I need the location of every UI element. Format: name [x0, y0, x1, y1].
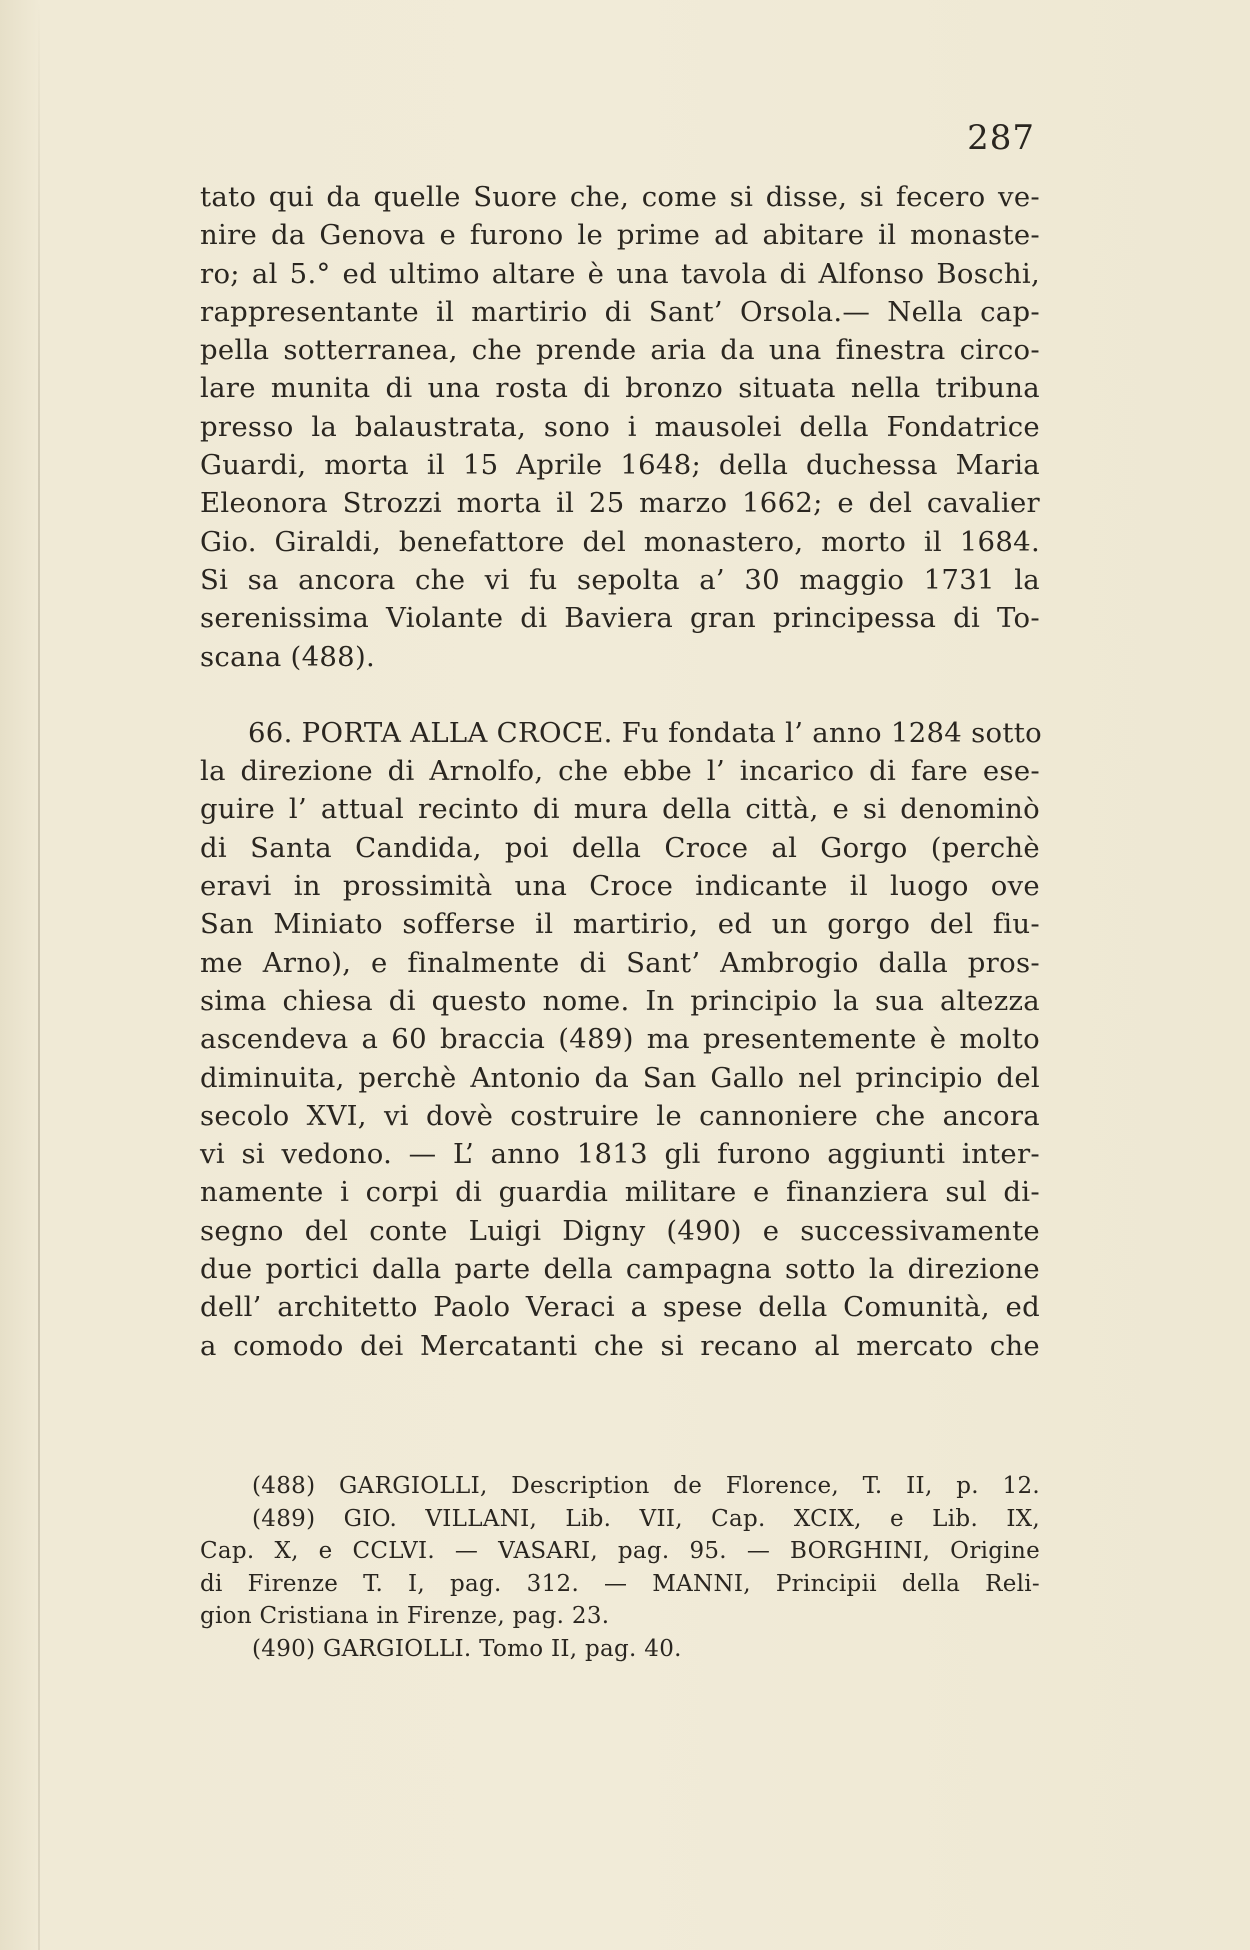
- body-line: eravi in prossimità una Croce indicante il luogo ove: [200, 870, 1040, 903]
- body-line: namente i corpi di guardia militare e finanziera sul di-: [200, 1176, 1040, 1209]
- footnotes: [200, 1470, 1040, 1665]
- body-line: vi si vedono. — L’ anno 1813 gli furono aggiunti inter-: [200, 1138, 1040, 1171]
- footnote-line: di Firenze T. I, pag. 312. — MANNI, Principii della Reli-: [200, 1570, 1040, 1597]
- body-line: scana (488).: [200, 640, 376, 673]
- body-line: presso la balaustrata, sono i mausolei della Fondatrice: [200, 410, 1040, 443]
- body-line: tato qui da quelle Suore che, come si disse, si fecero ve-: [200, 181, 1040, 213]
- footnote-line: Cap. X, e CCLVI. — VASARI, pag. 95. — BORGHINI, Origine: [200, 1538, 1040, 1564]
- body-line: due portici dalla parte della campagna sotto la direzione: [200, 1253, 1040, 1286]
- body-line: ro; al 5.° ed ultimo altare è una tavola di Alfonso Boschi,: [200, 257, 1040, 290]
- body-line: lare munita di una rosta di bronzo situata nella tribuna: [200, 372, 1040, 405]
- body-line: nire da Genova e furono le prime ad abitare il monaste-: [200, 219, 1040, 252]
- binding-edge: [38, 0, 40, 1950]
- paragraph-gap: [200, 676, 1040, 714]
- body-line: secolo XVI, vi dovè costruire le cannoniere che ancora: [200, 1099, 1040, 1132]
- page-number: 287: [967, 118, 1035, 158]
- body-line: pella sotterranea, che prende aria da una finestra circo-: [200, 334, 1040, 367]
- body-line: segno del conte Luigi Digny (490) e successivamente: [200, 1214, 1040, 1247]
- body-line: Gio. Giraldi, benefattore del monastero, morto il 1684.: [200, 525, 1040, 558]
- body-line: dell’ architetto Paolo Veraci a spese della Comunità, ed: [200, 1291, 1040, 1324]
- body-line: serenissima Violante di Baviera gran principessa di To-: [200, 602, 1040, 635]
- footnote-line: (488) GARGIOLLI, Description de Florence, T. II, p. 12.: [252, 1473, 1040, 1499]
- body-line: Guardi, morta il 15 Aprile 1648; della duchessa Maria: [200, 449, 1040, 482]
- footnote-line: (490) GARGIOLLI. Tomo II, pag. 40.: [252, 1635, 682, 1662]
- body-line: San Miniato sofferse il martirio, ed un gorgo del fiu-: [200, 908, 1040, 941]
- body-text: [200, 178, 1040, 1365]
- footnote-line: gion Cristiana in Firenze, pag. 23.: [200, 1603, 610, 1629]
- footnote-line: (489) GIO. VILLANI, Lib. VII, Cap. XCIX, e Lib. IX,: [252, 1505, 1040, 1532]
- body-line: rappresentante il martirio di Sant’ Orsola.— Nella cap-: [200, 295, 1040, 328]
- body-line: Si sa ancora che vi fu sepolta a’ 30 maggio 1731 la: [200, 563, 1040, 596]
- body-line: guire l’ attual recinto di mura della città, e si denominò: [200, 793, 1040, 826]
- body-line: Eleonora Strozzi morta il 25 marzo 1662; e del cavalier: [200, 487, 1040, 520]
- section-heading-line: 66. PORTA ALLA CROCE. Fu fondata l’ anno 1284 sotto: [248, 716, 1042, 749]
- body-line: sima chiesa di questo nome. In principio la sua altezza: [200, 984, 1040, 1017]
- body-line: me Arno), e finalmente di Sant’ Ambrogio dalla pros-: [200, 946, 1040, 979]
- body-line: diminuita, perchè Antonio da San Gallo nel principio del: [200, 1061, 1040, 1094]
- body-line: la direzione di Arnolfo, che ebbe l’ incarico di fare ese-: [200, 755, 1040, 788]
- body-line: di Santa Candida, poi della Croce al Gorgo (perchè: [200, 831, 1040, 864]
- body-line: a comodo dei Mercatanti che si recano al mercato che: [200, 1329, 1040, 1362]
- body-line: ascendeva a 60 braccia (489) ma presentemente è molto: [200, 1023, 1040, 1056]
